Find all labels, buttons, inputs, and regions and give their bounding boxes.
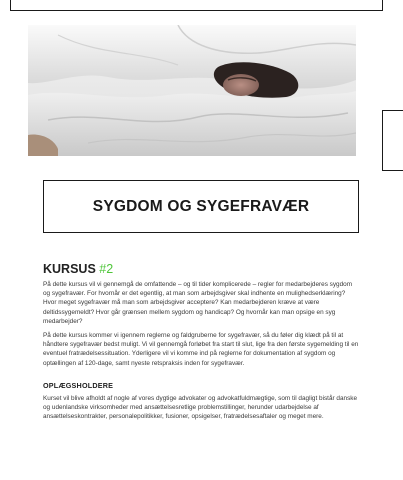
sick-person-in-bed-image	[28, 25, 356, 156]
frame-line	[382, 110, 383, 170]
main-content	[43, 262, 359, 426]
title-box	[43, 180, 359, 233]
header-photo	[28, 25, 356, 156]
frame-line	[382, 0, 383, 10]
frame-line	[382, 110, 403, 111]
course-heading	[43, 262, 359, 276]
frame-line	[382, 170, 403, 171]
frame-line	[10, 10, 383, 11]
frame-line	[10, 0, 11, 10]
page-title: SYGDOM OG SYGEFRAVÆR	[92, 197, 310, 215]
presenters-heading: OPLÆGSHOLDERE	[43, 380, 114, 390]
course-label: KURSUS	[43, 262, 96, 276]
intro-paragraph: På dette kursus vil vi gennemgå de omfattende – og til tider komplicerede – regler for medarbejderes sygdom og sygefravær. For hvornår er det egentlig, at man som arbejdsgiver skal indhente en mulighedserklæring? Hvor meget sygefravær må man som arbejdsgiver acceptere? Kan medarbejderen kræve at være deltidssygemeldt? Hvor går grænsen mellem sygdom og handicap? Og hvornår kan man opsige en syg medarbejder?	[43, 281, 353, 325]
presenters-paragraph: Kurset vil blive afholdt af nogle af vores dygtige advokater og advokatfuldmægtige, som til dagligt bistår danske og udenlandske virksomheder med ansættelsesretlige problemstillinger, herunder udarbejdelse af ansættelseskontrakter, personalepolitikker, fusioner, opsigelser, fratrædelsesaftaler og meget mere.	[43, 394, 358, 421]
course-number: #2	[99, 262, 114, 276]
details-paragraph: På dette kursus kommer vi igennem reglerne og faldgruberne for sygefravær, så du føler dig klædt på til at håndtere sygefravær bedst muligt. Vi vil gennemgå forløbet fra start til slut, lige fra den første sygemelding til en eventuel fratrædelsessituation. Yderligere vil vi komme ind på reglerne for dokumentation af sygdom og optællingen af 120-dage, samt nyeste retspraksis inden for sygefravær.	[43, 332, 359, 367]
